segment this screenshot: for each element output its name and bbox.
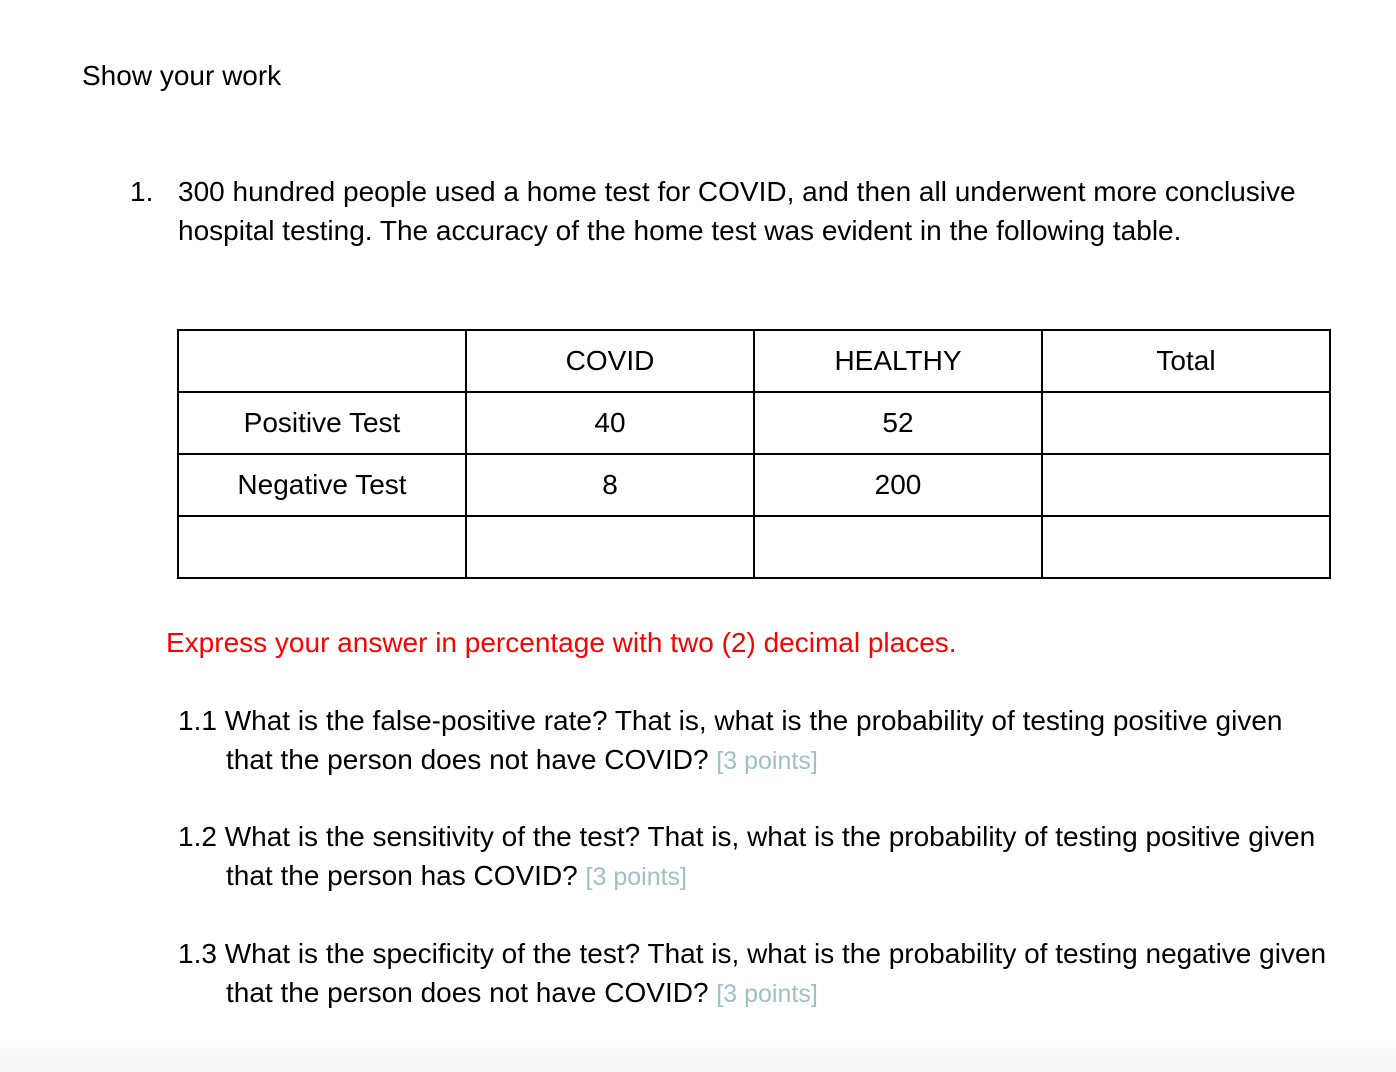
- contingency-table: [177, 329, 1331, 579]
- table-row: [178, 454, 1330, 516]
- question-text: 300 hundred people used a home test for COVID, and then all underwent more conclusive hospital testing. The accuracy of the home test was evident in the following table.: [178, 176, 1296, 246]
- page-heading: Show your work: [82, 60, 282, 91]
- table-header-cell: Total: [1042, 330, 1330, 392]
- sub-question-1-1: [178, 701, 1328, 781]
- table-cell: [1042, 516, 1330, 578]
- instruction-text: Express your answer in percentage with two (2) decimal places.: [166, 627, 957, 658]
- table-cell: [1042, 392, 1330, 454]
- points-label: [3 points]: [716, 747, 818, 775]
- table-cell: 200: [754, 454, 1042, 516]
- table-cell: [466, 516, 754, 578]
- bottom-fade: [0, 1036, 1396, 1072]
- table-row-label: Positive Test: [178, 392, 466, 454]
- sub-question-text: 1.2 What is the sensitivity of the test? That is, what is the probability of testing positive given that the person has COVID?: [178, 821, 1316, 891]
- table-header-cell: [178, 330, 466, 392]
- table-row-label: [178, 516, 466, 578]
- sub-question-1-2: [178, 817, 1328, 897]
- points-label: [3 points]: [585, 863, 687, 891]
- table-cell: [1042, 454, 1330, 516]
- table-header-row: [178, 330, 1330, 392]
- table-header-cell: HEALTHY: [754, 330, 1042, 392]
- table-row-label: Negative Test: [178, 454, 466, 516]
- points-label: [3 points]: [716, 980, 818, 1008]
- table-cell: 52: [754, 392, 1042, 454]
- sub-question-1-3: [178, 934, 1328, 1014]
- table-row: [178, 516, 1330, 578]
- table-cell: 8: [466, 454, 754, 516]
- sub-question-text: 1.3 What is the specificity of the test? That is, what is the probability of testing negative given that the person does not have COVID?: [178, 938, 1327, 1008]
- table-cell: 40: [466, 392, 754, 454]
- sub-question-text: 1.1 What is the false-positive rate? That is, what is the probability of testing positive given that the person does not have COVID?: [178, 705, 1283, 775]
- question-number: 1.: [130, 176, 154, 207]
- table-cell: [754, 516, 1042, 578]
- table-header-cell: COVID: [466, 330, 754, 392]
- table-row: [178, 392, 1330, 454]
